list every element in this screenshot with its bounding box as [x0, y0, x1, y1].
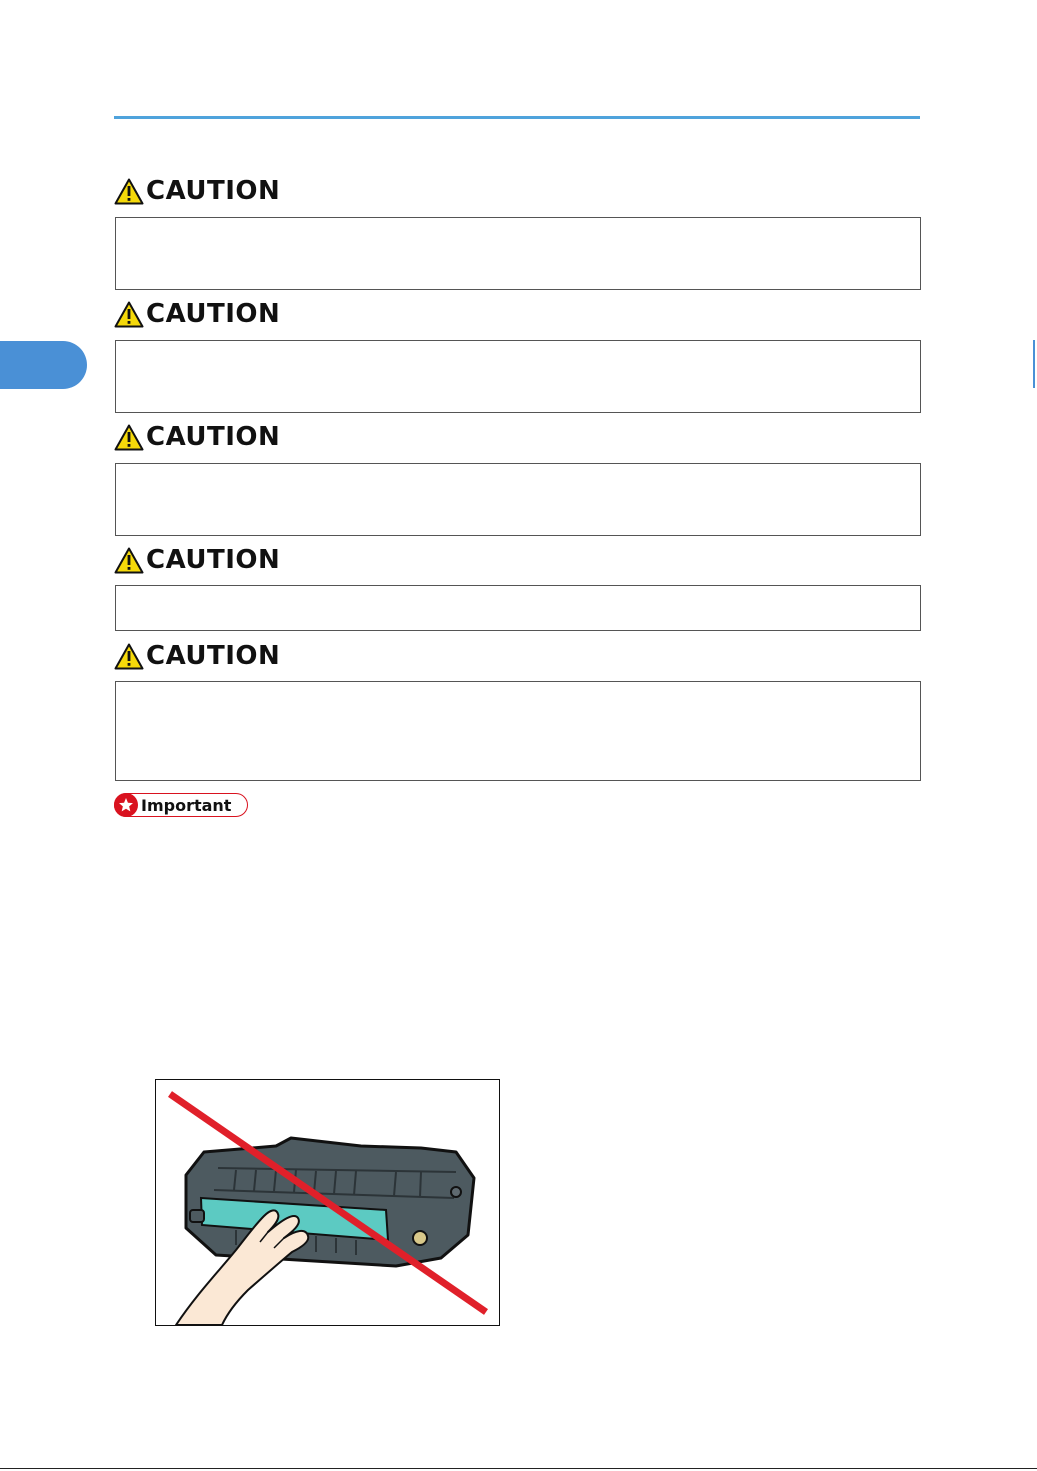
star-icon — [114, 793, 138, 817]
caution-box-2 — [115, 340, 921, 413]
caution-box-5 — [115, 681, 921, 781]
warning-triangle-icon — [114, 424, 144, 451]
warning-triangle-icon — [114, 301, 144, 328]
warning-triangle-icon — [114, 547, 144, 574]
caution-heading-4 — [114, 545, 280, 575]
caution-box-4 — [115, 585, 921, 631]
caution-label: CAUTION — [146, 299, 281, 329]
header-rule — [114, 116, 920, 119]
caution-box-1 — [115, 217, 921, 290]
caution-label: CAUTION — [146, 176, 281, 206]
important-heading — [114, 792, 248, 818]
footer-rule — [0, 1468, 1037, 1469]
caution-heading-1 — [114, 176, 280, 206]
caution-heading-2 — [114, 299, 280, 329]
important-badge — [114, 793, 248, 817]
caution-box-3 — [115, 463, 921, 536]
warning-triangle-icon — [114, 643, 144, 670]
caution-label: CAUTION — [146, 422, 281, 452]
important-label: Important — [141, 795, 232, 815]
cartridge-illustration — [156, 1080, 499, 1325]
chapter-tab — [0, 341, 87, 389]
warning-triangle-icon — [114, 178, 144, 205]
caution-label: CAUTION — [146, 545, 281, 575]
caution-label: CAUTION — [146, 641, 281, 671]
prohibited-handling-illustration — [155, 1079, 500, 1326]
caution-heading-3 — [114, 422, 280, 452]
caution-heading-5 — [114, 641, 280, 671]
edge-marker — [1033, 340, 1035, 388]
